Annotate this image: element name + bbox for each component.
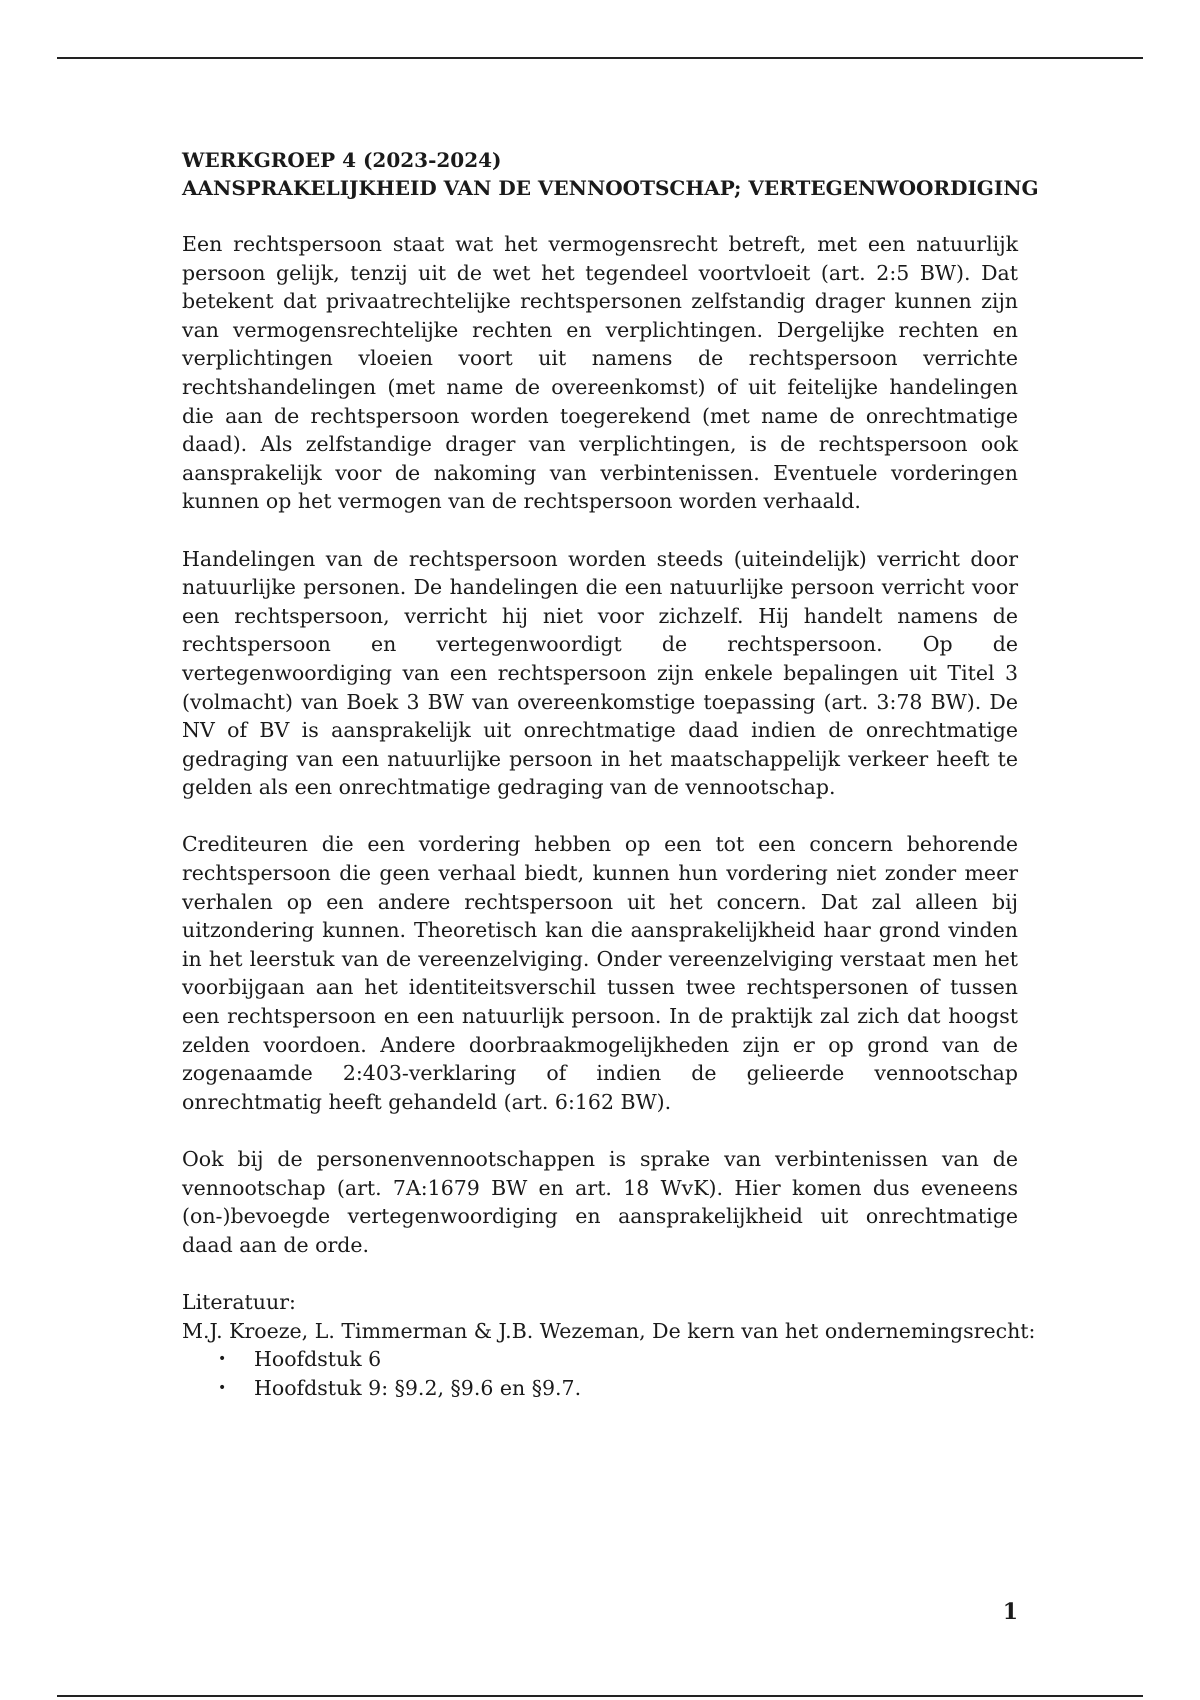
page-number: 1: [1002, 1599, 1018, 1625]
title-line-2: AANSPRAKELIJKHEID VAN DE VENNOOTSCHAP; VERTEGENWOORDIGING: [182, 176, 1039, 200]
literature-reference: M.J. Kroeze, L. Timmerman & J.B. Wezeman, De kern van het ondernemingsrecht:: [182, 1318, 1036, 1343]
list-item: [182, 1374, 1018, 1403]
paragraph-4: Ook bij de personenvennootschappen is sprake van verbintenissen van de vennootschap (art. 7A:1679 BW en art. 18 WvK). Hier komen dus eveneens (on-)bevoegde vertegenwoordiging en aansprakelijkheid uit onrechtmatige daad aan de orde.: [182, 1147, 1018, 1257]
paragraph-3: Crediteuren die een vordering hebben op een tot een concern behorende rechtspersoon die geen verhaal biedt, kunnen hun vordering niet zonder meer verhalen op een andere rechtspersoon uit het concern. Dat zal alleen bij uitzondering kunnen. Theoretisch kan die aansprakelijkheid haar grond vinden in het leerstuk van de vereenzelviging. Onder vereenzelviging verstaat men het voorbijgaan aan het identiteitsverschil tussen twee rechtspersonen of tussen een rechtspersoon en een natuurlijk persoon. In de praktijk zal zich dat hoogst zelden voordoen. Andere doorbraakmogelijkheden zijn er op grond van de zogenaamde 2:403-verklaring of indien de gelieerde vennootschap onrechtmatig heeft gehandeld (art. 6:162 BW).: [182, 832, 1018, 1114]
list-item: [182, 1345, 1018, 1374]
header-rule: [57, 57, 1143, 59]
list-item-text: Hoofdstuk 6: [254, 1347, 382, 1372]
literature-title: Literatuur:: [182, 1289, 296, 1314]
document-title: [182, 146, 1039, 202]
paragraph-2: Handelingen van de rechtspersoon worden steeds (uiteindelijk) verricht door natuurlijke personen. De handelingen die een natuurlijke persoon verricht voor een rechtspersoon, verricht hij niet voor zichzelf. Hij handelt namens de rechtspersoon en vertegenwoordigt de rechtspersoon. Op de vertegenwoordiging van een rechtspersoon zijn enkele bepalingen uit Titel 3 (volmacht) van Boek 3 BW van overeenkomstige toepassing (art. 3:78 BW). De NV of BV is aansprakelijk uit onrechtmatige daad indien de onrechtmatige gedraging van een natuurlijke persoon in het maatschappelijk verkeer heeft te gelden als een onrechtmatige gedraging van de vennootschap.: [182, 546, 1018, 800]
paragraph-1: Een rechtspersoon staat wat het vermogensrecht betreft, met een natuurlijk persoon gelijk, tenzij uit de wet het tegendeel voortvloeit (art. 2:5 BW). Dat betekent dat privaatrechtelijke rechtspersonen zelfstandig drager kunnen zijn van vermogensrechtelijke rechten en verplichtingen. Dergelijke rechten en verplichtingen vloeien voort uit namens de rechtspersoon verrichte rechtshandelingen (met name de overeenkomst) of uit feitelijke handelingen die aan de rechtspersoon worden toegerekend (met name de onrechtmatige daad). Als zelfstandige drager van verplichtingen, is de rechtspersoon ook aansprakelijk voor de nakoming van verbintenissen. Eventuele vorderingen kunnen op het vermogen van de rechtspersoon worden verhaald.: [182, 232, 1018, 514]
list-item-text: Hoofdstuk 9: §9.2, §9.6 en §9.7.: [254, 1375, 582, 1400]
literature-list: [182, 1345, 1018, 1402]
literature-section: [182, 1288, 1036, 1402]
bullet-icon: •: [218, 1351, 227, 1368]
title-line-1: WERKGROEP 4 (2023-2024): [182, 148, 502, 172]
bullet-icon: •: [218, 1379, 227, 1396]
footer-rule: [57, 1695, 1143, 1697]
document-body: [182, 146, 1039, 1402]
